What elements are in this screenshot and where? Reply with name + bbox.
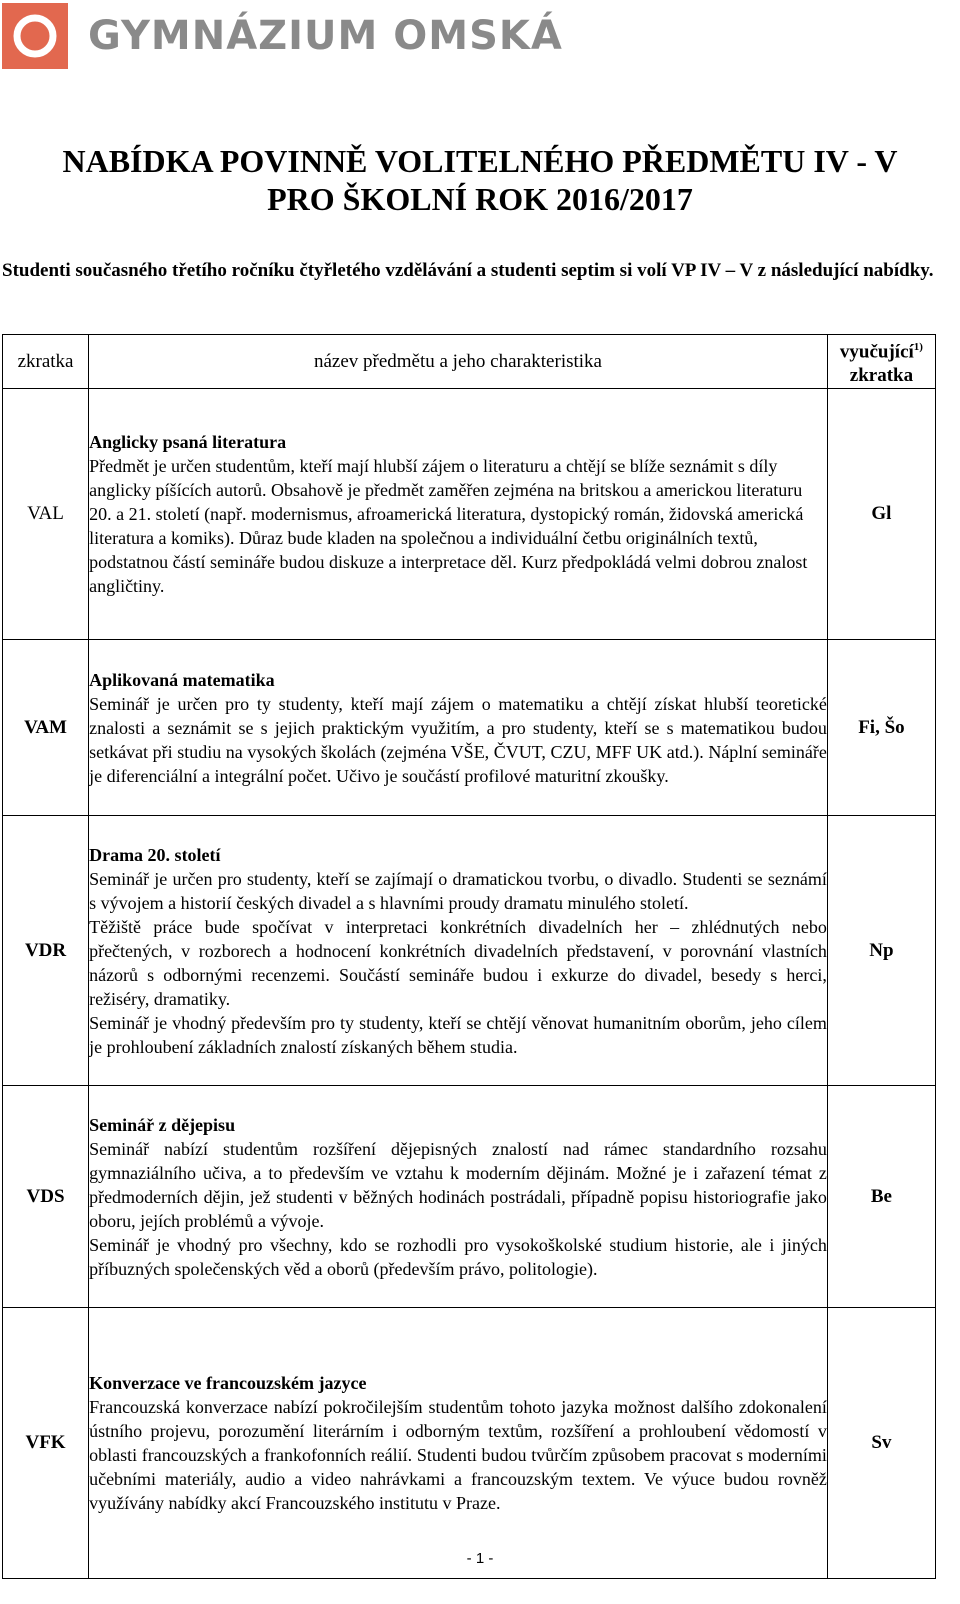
document-title	[0, 142, 960, 218]
course-name: Aplikovaná matematika	[89, 669, 275, 690]
course-paragraph: Seminář je vhodný především pro ty studenty, kteří se chtějí věnovat humanitním oborům, jeho cílem je prohloubení základních znalostí získaných během studia.	[89, 1012, 827, 1057]
header-teacher	[827, 335, 935, 389]
course-paragraph: Francouzská konverzace nabízí pokročilejším studentům tohoto jazyka možnost dalšího zdokonalení ústního projevu, porozumění literárním i odborným textům, rozšíření a prohloubení vědomostí v oblasti francouzských a frankofonních reálií. Studenti budou tvůrčím způsobem pracovat s moderními učebními materiály, audio a video nahrávkami a francouzským textem. Ve výuce budou rovněž využívány nabídky akcí Francouzského institutu v Praze.	[89, 1397, 827, 1514]
course-code: VDR	[3, 816, 89, 1086]
course-teacher: Sv	[827, 1308, 935, 1579]
course-offer-table	[2, 334, 936, 1579]
course-name: Seminář z dějepisu	[89, 1114, 236, 1135]
table-row	[3, 1308, 936, 1579]
table-row	[3, 816, 936, 1086]
header-teacher-footnote: 1)	[913, 341, 923, 353]
table-row	[3, 389, 936, 640]
table-row	[3, 1086, 936, 1308]
course-paragraph: Předmět je určen studentům, kteří mají hlubší zájem o literaturu a chtějí se blíže seznámit s díly anglicky píšících autorů. Obsahově je předmět zaměřen zejména na britskou a americkou literaturu 20. a 21. století (např. modernismus, afroamerická literatura, dystopický román, židovská americká literatura a komiks). Důraz bude kladen na společnou a individuální četbu originálních textů, podstatnou částí semináře budou diskuze a interpretace děl. Kurz předpokládá velmi dobrou znalost angličtiny.	[89, 456, 808, 597]
course-code: VDS	[3, 1086, 89, 1308]
header-teacher-code: zkratka	[849, 365, 914, 387]
course-paragraph: Seminář je určen pro studenty, kteří se zajímají o dramatickou tvorbu, o divadlo. Studenti se seznámí s vývojem a historií českých divadel a s hlavními proudy dramatu minulého století.	[89, 868, 827, 913]
course-teacher: Gl	[827, 389, 935, 640]
course-description	[89, 1308, 828, 1579]
ring-logo-icon	[8, 9, 62, 63]
course-code: VFK	[3, 1308, 89, 1579]
course-paragraph: Seminář nabízí studentům rozšíření dějepisných znalostí nad rámec standardního rozsahu gymnaziálního učiva, a to především ve vztahu k moderním dějinám. Možné je i zařazení témat z předmoderních dějin, jež studenti v běžných hodinách postrádali, případně popisu historiografie jako oboru, jejích problémů a vývoje.	[89, 1138, 827, 1231]
title-line-1: NABÍDKA POVINNĚ VOLITELNÉHO PŘEDMĚTU IV - V	[62, 143, 898, 179]
course-name: Konverzace ve francouzském jazyce	[89, 1373, 367, 1394]
course-description	[89, 816, 828, 1086]
course-teacher: Fi, Šo	[827, 640, 935, 816]
course-paragraph: Seminář je určen pro ty studenty, kteří mají zájem o matematiku a chtějí získat hlubší teoretické znalosti a seznámit se s jejich praktickým využitím, a pro studenty, kteří se s matematikou budou setkávat při studiu na vysokých školách (zejména VŠE, ČVUT, CZU, MFF UK atd.). Náplní semináře je diferenciální a integrální počet. Učivo je součástí profilové maturitní zkoušky.	[89, 693, 827, 786]
course-description	[89, 640, 828, 816]
intro-text: Studenti současného třetího ročníku čtyřletého vzdělávání a studenti septim si volí VP IV – V z následující nabídky.	[2, 260, 934, 281]
course-code: VAL	[3, 389, 89, 640]
course-code: VAM	[3, 640, 89, 816]
title-line-2: PRO ŠKOLNÍ ROK 2016/2017	[267, 181, 693, 217]
header-teacher-label: vyučující	[839, 341, 914, 363]
course-teacher: Be	[827, 1086, 935, 1308]
header	[2, 2, 563, 70]
brand-name: GYMNÁZIUM OMSKÁ	[88, 13, 563, 59]
course-description	[89, 389, 828, 640]
table-header-row	[3, 335, 936, 389]
course-teacher: Np	[827, 816, 935, 1086]
header-code: zkratka	[3, 335, 89, 389]
course-name: Drama 20. století	[89, 844, 221, 865]
course-description	[89, 1086, 828, 1308]
page-number: - 1 -	[466, 1550, 494, 1567]
course-paragraph: Seminář je vhodný pro všechny, kdo se rozhodli pro vysokoškolské studium historie, ale i jiných příbuzných společenských věd a oborů (především právo, politologie).	[89, 1234, 827, 1279]
course-paragraph: Těžiště práce bude spočívat v interpretaci konkrétních divadelních her – zhlédnutých nebo přečtených, v rozborech a hodnocení konkrétních divadelních představení, v porovnání vlastních názorů s odbornými recenzemi. Součástí semináře budou i exkurze do divadel, besedy s herci, režiséry, dramatiky.	[89, 916, 827, 1009]
school-logo	[2, 3, 68, 69]
table-row	[3, 640, 936, 816]
header-name: název předmětu a jeho charakteristika	[89, 335, 828, 389]
course-name: Anglicky psaná literatura	[89, 432, 287, 453]
